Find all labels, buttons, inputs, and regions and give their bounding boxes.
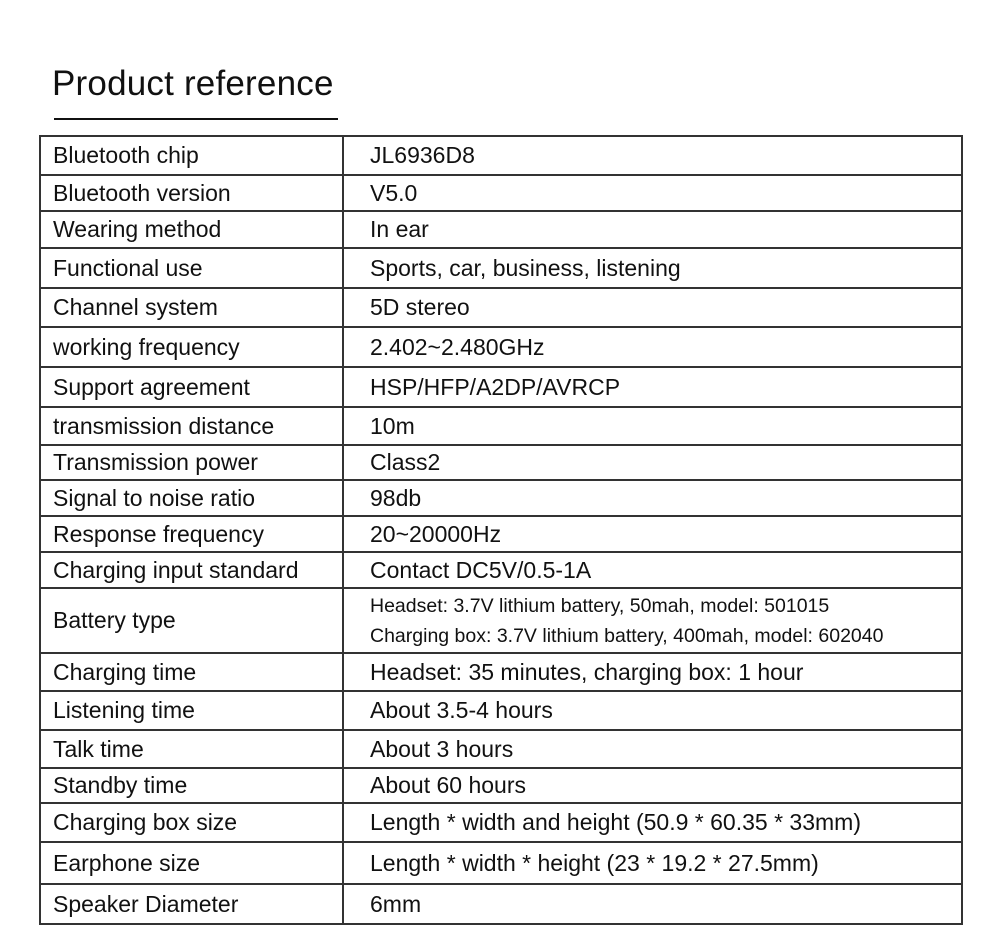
spec-label: Transmission power	[40, 445, 343, 480]
table-row	[40, 211, 962, 248]
table-row	[40, 768, 962, 803]
spec-value: Length * width and height (50.9 * 60.35 * 33mm)	[343, 803, 962, 842]
spec-value: Length * width * height (23 * 19.2 * 27.5mm)	[343, 842, 962, 884]
table-row	[40, 691, 962, 730]
table-row	[40, 516, 962, 552]
table-row	[40, 480, 962, 516]
spec-value: 2.402~2.480GHz	[343, 327, 962, 367]
spec-value: Contact DC5V/0.5-1A	[343, 552, 962, 588]
spec-label: Charging input standard	[40, 552, 343, 588]
spec-value: 6mm	[343, 884, 962, 924]
table-row	[40, 803, 962, 842]
spec-label: Signal to noise ratio	[40, 480, 343, 516]
spec-label: Standby time	[40, 768, 343, 803]
table-row	[40, 842, 962, 884]
table-row	[40, 730, 962, 768]
table-row	[40, 884, 962, 924]
title-underline	[54, 118, 338, 120]
table-row	[40, 653, 962, 691]
spec-label: Wearing method	[40, 211, 343, 248]
spec-value: JL6936D8	[343, 136, 962, 175]
table-row	[40, 588, 962, 653]
spec-value: Sports, car, business, listening	[343, 248, 962, 288]
spec-label: Earphone size	[40, 842, 343, 884]
spec-value: Headset: 35 minutes, charging box: 1 hour	[343, 653, 962, 691]
spec-value	[343, 588, 962, 653]
spec-label: Response frequency	[40, 516, 343, 552]
spec-label: Functional use	[40, 248, 343, 288]
table-row	[40, 175, 962, 211]
table-row	[40, 552, 962, 588]
spec-label: Listening time	[40, 691, 343, 730]
table-row	[40, 445, 962, 480]
spec-label: Talk time	[40, 730, 343, 768]
spec-label: Support agreement	[40, 367, 343, 407]
table-row	[40, 288, 962, 327]
spec-value: 98db	[343, 480, 962, 516]
spec-value: V5.0	[343, 175, 962, 211]
spec-label: Charging time	[40, 653, 343, 691]
spec-value: 20~20000Hz	[343, 516, 962, 552]
spec-table	[39, 135, 963, 925]
table-row	[40, 367, 962, 407]
battery-line-charging-box: Charging box: 3.7V lithium battery, 400mah, model: 602040	[370, 624, 884, 647]
spec-label: Bluetooth version	[40, 175, 343, 211]
table-row	[40, 136, 962, 175]
spec-value: 5D stereo	[343, 288, 962, 327]
spec-value: About 60 hours	[343, 768, 962, 803]
spec-label: transmission distance	[40, 407, 343, 445]
spec-label: Charging box size	[40, 803, 343, 842]
spec-label: working frequency	[40, 327, 343, 367]
spec-label: Speaker Diameter	[40, 884, 343, 924]
spec-value: 10m	[343, 407, 962, 445]
battery-line-headset: Headset: 3.7V lithium battery, 50mah, model: 501015	[370, 594, 830, 617]
page-title: Product reference	[52, 64, 334, 103]
spec-value: Class2	[343, 445, 962, 480]
spec-label: Channel system	[40, 288, 343, 327]
spec-label: Bluetooth chip	[40, 136, 343, 175]
spec-value: About 3.5-4 hours	[343, 691, 962, 730]
table-row	[40, 327, 962, 367]
spec-value: About 3 hours	[343, 730, 962, 768]
table-row	[40, 407, 962, 445]
spec-label: Battery type	[40, 588, 343, 653]
table-row	[40, 248, 962, 288]
spec-value: In ear	[343, 211, 962, 248]
spec-value: HSP/HFP/A2DP/AVRCP	[343, 367, 962, 407]
